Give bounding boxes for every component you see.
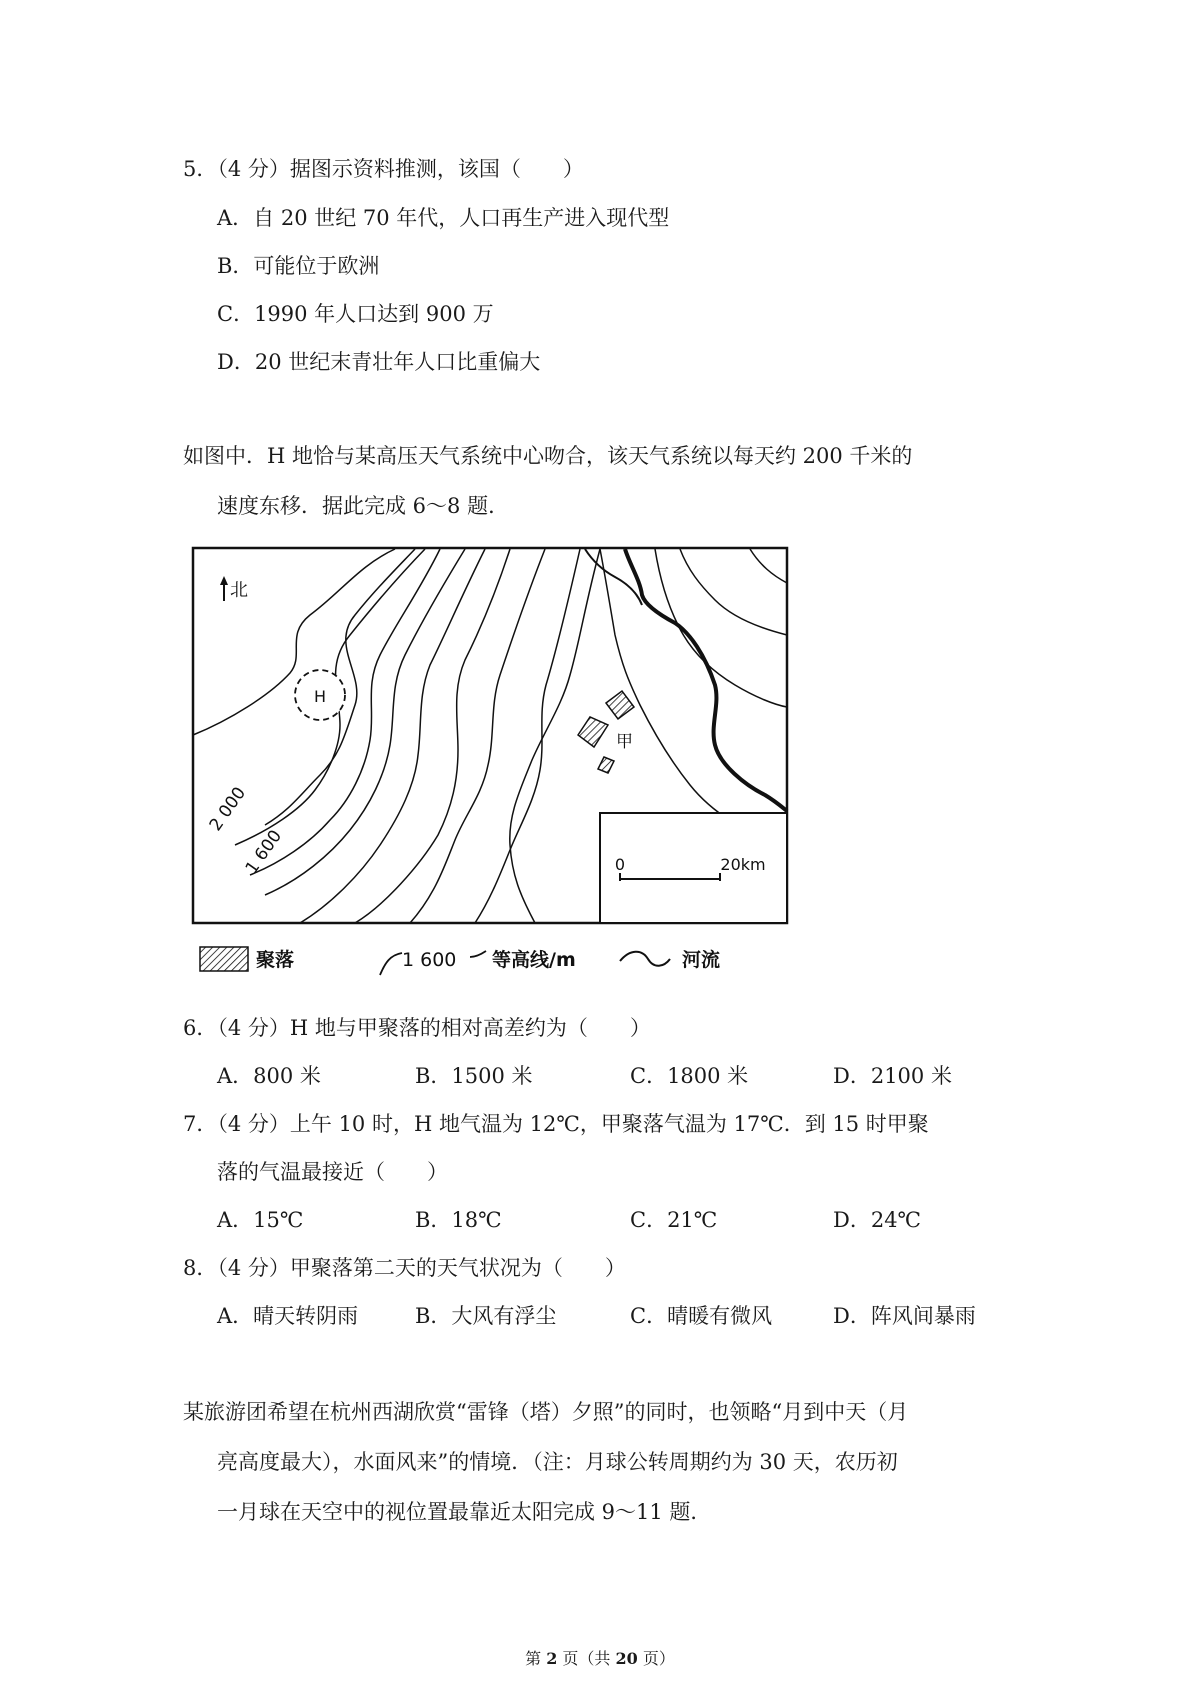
q6-option-b: B．1500 米 — [415, 1064, 533, 1088]
q7-option-d: D．24℃ — [833, 1208, 922, 1232]
q7-option-a: A．15℃ — [217, 1208, 304, 1232]
q7-stem-line2: 落的气温最接近（ ） — [217, 1160, 448, 1184]
page-footer — [0, 1646, 1200, 1669]
q8-stem: 8．（4 分）甲聚落第二天的天气状况为（ ） — [183, 1256, 626, 1280]
legend-river-label: 河流 — [682, 949, 721, 971]
h-label: H — [313, 687, 327, 706]
q7-stem-line1: 7．（4 分）上午 10 时，H 地气温为 12℃，甲聚落气温为 17℃．到 15 时甲聚 — [183, 1112, 929, 1136]
legend-contour-label: 等高线/m — [492, 949, 576, 971]
contour-2000-label: 2 000 — [205, 783, 251, 835]
legend-contour-value: 1 600 — [402, 949, 457, 971]
q6-option-a: A．800 米 — [217, 1064, 321, 1088]
contour-1600-label: 1 600 — [241, 826, 287, 878]
passage1-line2: 速度东移．据此完成 6～8 题． — [217, 494, 510, 518]
legend-river-symbol — [620, 952, 670, 966]
q6-option-d: D．2100 米 — [833, 1064, 952, 1088]
footer-suffix: 页） — [637, 1649, 675, 1668]
jia-label: 甲 — [616, 732, 633, 752]
q5-option-b: B．可能位于欧洲 — [217, 254, 380, 278]
q5-option-d: D．20 世纪末青壮年人口比重偏大 — [217, 350, 541, 374]
q7-option-b: B．18℃ — [415, 1208, 502, 1232]
contour-map-figure — [190, 545, 795, 995]
q8-option-d: D．阵风间暴雨 — [833, 1304, 976, 1328]
footer-page-number: 2 — [546, 1649, 558, 1668]
footer-prefix: 第 — [525, 1649, 547, 1668]
q5-option-a: A．自 20 世纪 70 年代，人口再生产进入现代型 — [217, 206, 670, 230]
passage1-line1: 如图中．H 地恰与某高压天气系统中心吻合，该天气系统以每天约 200 千米的 — [183, 444, 913, 468]
legend-settlement-swatch — [200, 947, 248, 971]
footer-middle: 页（共 — [557, 1649, 616, 1668]
q6-stem: 6．（4 分）H 地与甲聚落的相对高差约为（ ） — [183, 1016, 651, 1040]
scale-zero: 0 — [614, 855, 626, 874]
footer-total-pages: 20 — [615, 1649, 638, 1668]
q8-option-c: C．晴暖有微风 — [630, 1304, 773, 1328]
passage2-line2: 亮高度最大），水面风来”的情境．（注：月球公转周期约为 30 天，农历初 — [217, 1450, 898, 1474]
passage2-line1: 某旅游团希望在杭州西湖欣赏“雷锋（塔）夕照”的同时，也领略“月到中天（月 — [183, 1400, 909, 1424]
legend-settlement-label: 聚落 — [256, 949, 295, 971]
scale-end: 20km — [720, 855, 766, 874]
q5-option-c: C．1990 年人口达到 900 万 — [217, 302, 494, 326]
passage2-line3: 一月球在天空中的视位置最靠近太阳完成 9～11 题． — [217, 1500, 712, 1524]
q8-option-b: B．大风有浮尘 — [415, 1304, 557, 1328]
q8-option-a: A．晴天转阴雨 — [217, 1304, 359, 1328]
q5-stem: 5．（4 分）据图示资料推测，该国（ ） — [183, 157, 584, 181]
q6-option-c: C．1800 米 — [630, 1064, 749, 1088]
q7-option-c: C．21℃ — [630, 1208, 718, 1232]
north-label: 北 — [230, 580, 248, 601]
